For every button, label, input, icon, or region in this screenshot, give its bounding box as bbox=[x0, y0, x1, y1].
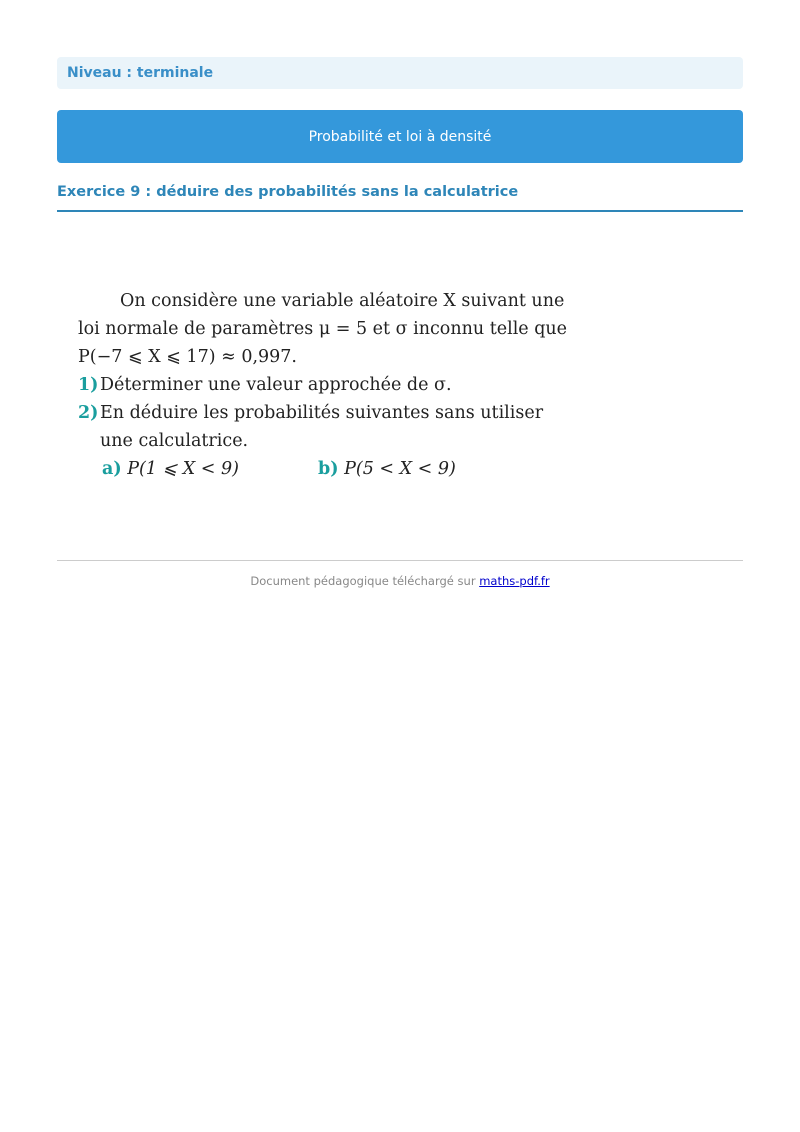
question-2 bbox=[78, 399, 544, 427]
intro-line-3: P(−7 ⩽ X ⩽ 17) ≈ 0,997. bbox=[78, 347, 297, 367]
footer-divider bbox=[57, 560, 743, 561]
sub-question-a-expr: P(1 ⩽ X < 9) bbox=[127, 459, 239, 479]
question-1 bbox=[78, 371, 523, 399]
sub-question-b-label: b) bbox=[318, 459, 339, 479]
intro-line-1: On considère une variable aléatoire X suivant une bbox=[120, 291, 565, 311]
chapter-banner bbox=[57, 110, 743, 163]
question-2-number: 2) bbox=[78, 403, 99, 423]
footer-text: Document pédagogique téléchargé sur bbox=[250, 574, 480, 588]
sub-question-a bbox=[102, 459, 239, 479]
exercise-statement bbox=[78, 287, 568, 483]
sub-question-b bbox=[318, 455, 456, 483]
level-label: Niveau : terminale bbox=[67, 65, 214, 81]
sub-questions bbox=[78, 455, 523, 483]
chapter-title: Probabilité et loi à densité bbox=[308, 128, 492, 145]
question-1-text: Déterminer une valeur approchée de σ. bbox=[100, 375, 452, 395]
level-box bbox=[57, 57, 743, 89]
question-2-text-2: une calculatrice. bbox=[100, 431, 249, 451]
footer-link[interactable]: maths-pdf.fr bbox=[479, 574, 550, 588]
footer bbox=[0, 574, 800, 588]
question-1-number: 1) bbox=[78, 375, 99, 395]
sub-question-a-label: a) bbox=[102, 459, 122, 479]
intro-line-2: loi normale de paramètres μ = 5 et σ inconnu telle que bbox=[78, 319, 568, 339]
question-2-text-1: En déduire les probabilités suivantes sans utiliser bbox=[100, 403, 544, 423]
exercise-title: Exercice 9 : déduire des probabilités sans la calculatrice bbox=[57, 184, 743, 212]
sub-question-b-expr: P(5 < X < 9) bbox=[344, 459, 456, 479]
